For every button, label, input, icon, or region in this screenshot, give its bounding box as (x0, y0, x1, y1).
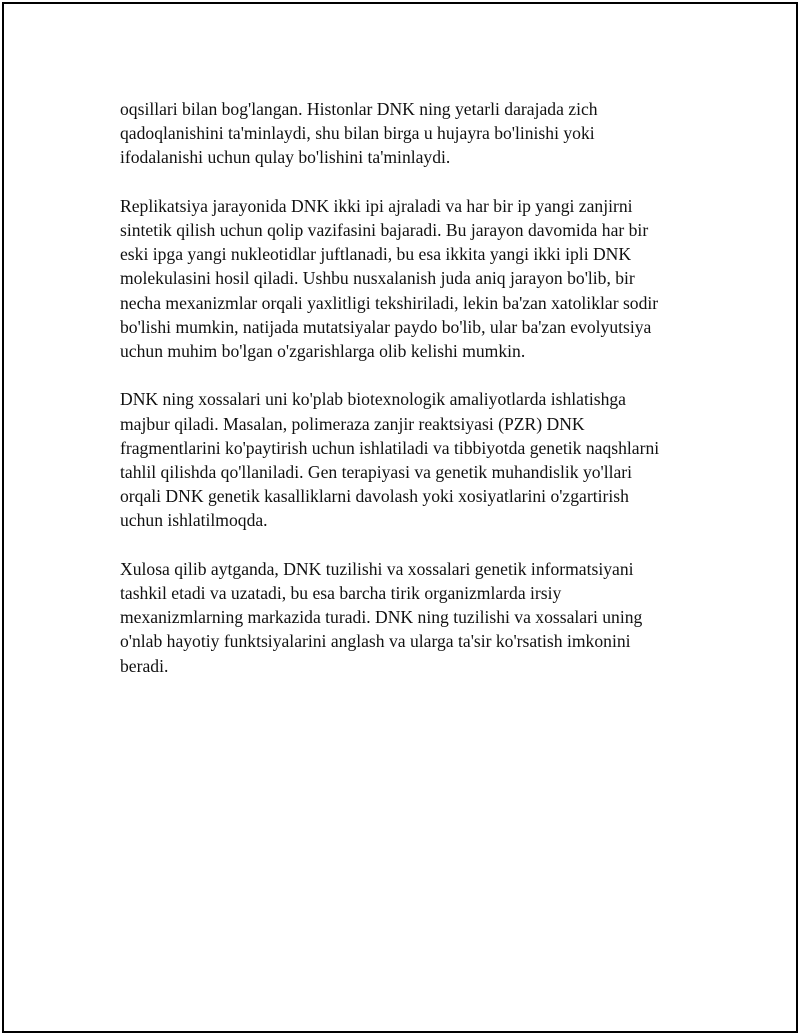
text-line: o'nlab hayotiy funktsiyalarini anglash va ularga ta'sir ko'rsatish imkonini (120, 631, 631, 652)
document-page (2, 2, 798, 1033)
text-line: beradi. (120, 655, 169, 676)
text-line: sintetik qilish uchun qolip vazifasini bajaradi. Bu jarayon davomida har bir (120, 220, 649, 240)
text-line: fragmentlarini ko'paytirish uchun ishlatiladi va tibbiyotda genetik naqshlarni (120, 437, 660, 458)
text-line: majbur qiladi. Masalan, polimeraza zanjir reaktsiyasi (PZR) DNK (120, 413, 585, 434)
text-line: bo'lishi mumkin, natijada mutatsiyalar paydo bo'lib, ular ba'zan evolyutsiya (120, 316, 652, 337)
text-line: eski ipga yangi nukleotidlar juftlanadi, bu esa ikkita yangi ikki ipli DNK (120, 244, 632, 265)
text-line: oqsillari bilan bog'langan. Histonlar DNK ning yetarli darajada zich (120, 99, 598, 119)
text-line: uchun ishlatilmoqda. (120, 510, 268, 531)
text-line: tashkil etadi va uzatadi, bu esa barcha tirik organizmlarda irsiy (120, 583, 562, 604)
text-line: Xulosa qilib aytganda, DNK tuzilishi va xossalari genetik informatsiyani (120, 558, 634, 579)
paragraph-2 (120, 194, 700, 363)
text-line: tahlil qilishda qo'llaniladi. Gen terapiyasi va genetik muhandislik yo'llari (120, 462, 633, 483)
text-line: necha mexanizmlar orqali yaxlitligi tekshiriladi, lekin ba'zan xatoliklar sodir (120, 292, 659, 313)
text-line: qadoqlanishini ta'minlaydi, shu bilan birga u hujayra bo'linishi yoki (120, 123, 595, 144)
paragraph-1 (120, 97, 700, 170)
text-line: molekulasini hosil qiladi. Ushbu nusxalanish juda aniq jarayon bo'lib, bir (120, 268, 635, 289)
text-line: Replikatsiya jarayonida DNK ikki ipi ajraladi va har bir ip yangi zanjirni (120, 195, 633, 216)
paragraph-3 (120, 387, 700, 532)
text-line: orqali DNK genetik kasalliklarni davolash yoki xosiyatlarini o'zgartirish (120, 486, 629, 507)
text-line: mexanizmlarning markazida turadi. DNK ning tuzilishi va xossalari uning (120, 607, 643, 628)
paragraph-4 (120, 557, 700, 678)
text-line: ifodalanishi uchun qulay bo'lishini ta'minlaydi. (120, 147, 451, 168)
text-line: DNK ning xossalari uni ko'plab biotexnologik amaliyotlarda ishlatishga (120, 389, 626, 410)
document-body (120, 97, 700, 702)
text-line: uchun muhim bo'lgan o'zgarishlarga olib kelishi mumkin. (120, 341, 526, 362)
